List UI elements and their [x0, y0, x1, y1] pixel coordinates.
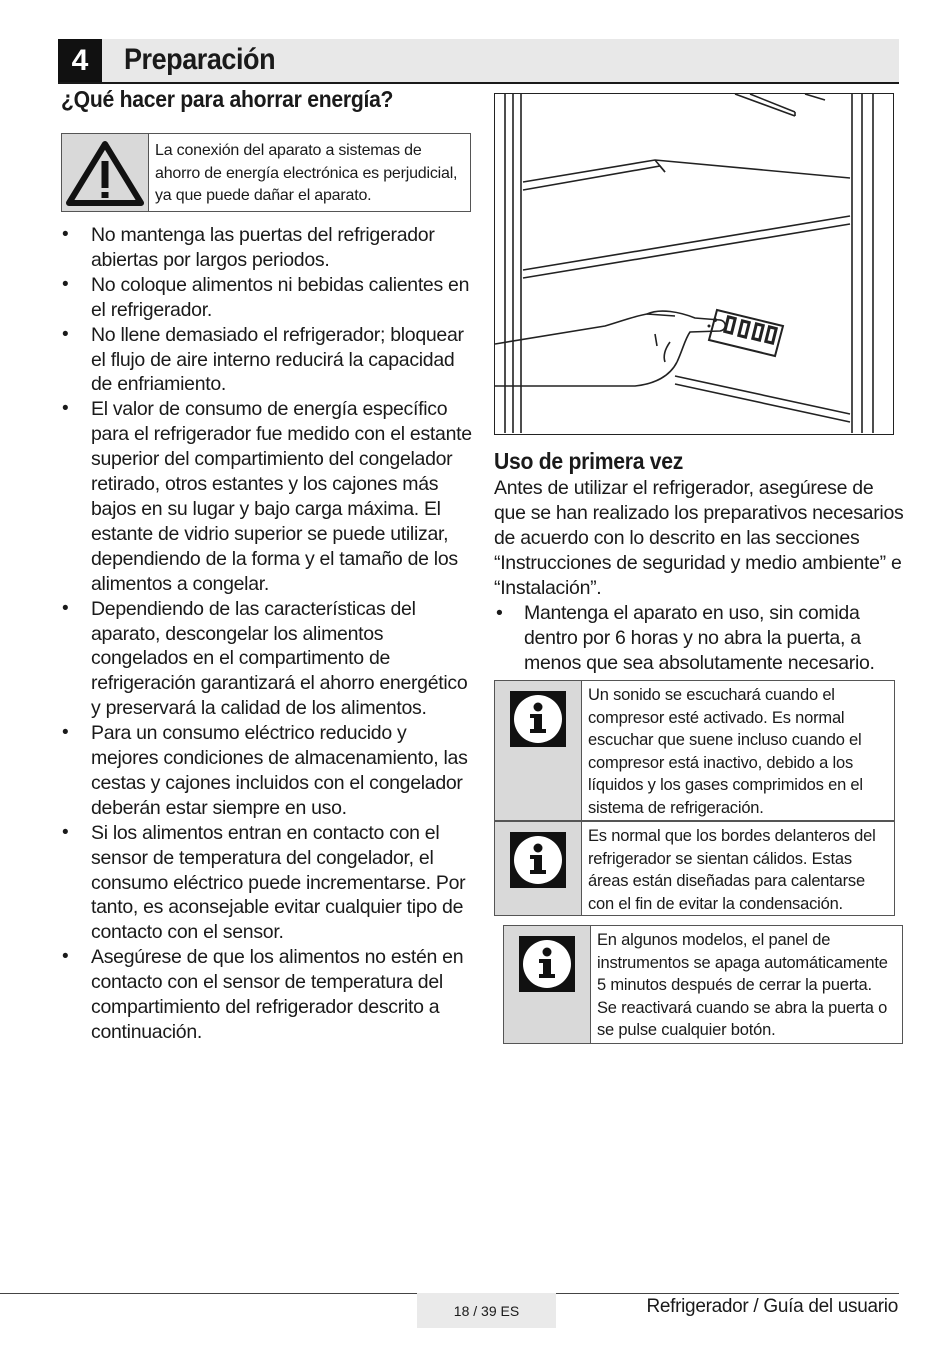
info-icon	[495, 822, 581, 915]
list-item: • Dependiendo de las características del aparato, descongelar los alimentos congelados en el compartimento de refrigeración garantizará el ahorro energético y preservará la calidad de los alimentos.	[62, 597, 468, 720]
info-note	[494, 821, 895, 916]
warning-box	[61, 133, 471, 212]
list-item: • No mantenga las puertas del refrigerador abiertas por largos periodos.	[62, 224, 435, 271]
warning-icon	[62, 134, 148, 211]
list-item: • Para un consumo eléctrico reducido y mejores condiciones de almacenamiento, las cestas y cajones incluidos con el congelador deberán estar siempre en uso.	[62, 722, 468, 819]
info-note-text: Es normal que los bordes delanteros del refrigerador se sientan cálidos. Estas áreas están diseñadas para calentarse con el fin de evitar la condensación.	[581, 822, 894, 915]
info-icon	[504, 926, 590, 1043]
list-item: • Si los alimentos entran en contacto con el sensor de temperatura del congelador, el consumo eléctrico puede incrementarse. Por tanto, es aconsejable evitar cualquier tipo de contacto con el sensor.	[62, 821, 466, 944]
chapter-header	[58, 39, 899, 84]
chapter-number: 4	[58, 39, 102, 82]
info-note-text: En algunos modelos, el panel de instrumentos se apaga automáticamente 5 minutos después de cerrar la puerta. Se reactivará cuando se abra la puerta o se pulse cualquier botón.	[590, 926, 902, 1043]
info-note-text: Un sonido se escuchará cuando el compresor esté activado. Es normal escuchar que suene incluso cuando el compresor está inactivo, debido a los líquidos y los gases comprimidos en el sistema de refrigeración.	[581, 681, 894, 820]
first-use-bullet-list	[494, 601, 906, 676]
footer-title: Refrigerador / Guía del usuario	[646, 1296, 898, 1317]
first-use-intro: Antes de utilizar el refrigerador, asegúrese de que se han realizado los preparativos necesarios de acuerdo con lo descrito en las secciones “Instrucciones de seguridad y medio ambiente” e “Instalación”.	[494, 477, 904, 599]
list-item: • Asegúrese de que los alimentos no estén en contacto con el sensor de temperatura del compartimiento del refrigerador descrito a continuación.	[62, 946, 464, 1043]
list-item: • No coloque alimentos ni bebidas calientes en el refrigerador.	[62, 273, 470, 321]
info-note	[503, 925, 903, 1044]
warning-text: La conexión del aparato a sistemas de ahorro de energía electrónica es perjudicial, ya que puede dañar el aparato.	[148, 134, 470, 211]
page-number: 18 / 39 ES	[417, 1293, 556, 1328]
info-note	[494, 680, 895, 821]
chapter-title: Preparación	[124, 43, 276, 76]
energy-bullet-list	[60, 223, 475, 1045]
info-icon	[495, 681, 581, 820]
list-item: • Mantenga el aparato en uso, sin comida dentro por 6 horas y no abra la puerta, a menos que sea absolutamente necesario.	[496, 602, 875, 674]
fridge-illustration	[494, 93, 894, 435]
list-item: • No llene demasiado el refrigerador; bloquear el flujo de aire interno reducirá la capacidad de enfriamiento.	[62, 323, 464, 396]
energy-section-title: ¿Qué hacer para ahorrar energía?	[61, 86, 394, 112]
list-item: • El valor de consumo de energía específico para el refrigerador fue medido con el estante superior del compartimiento del congelador retirado, otros estantes y los cajones más bajos en su lugar y bajo carga máxima. El estante de vidrio superior se puede utilizar, dependiendo de la forma y el tamaño de los alimentos a congelar.	[62, 398, 472, 595]
first-use-section-title: Uso de primera vez	[494, 448, 684, 474]
